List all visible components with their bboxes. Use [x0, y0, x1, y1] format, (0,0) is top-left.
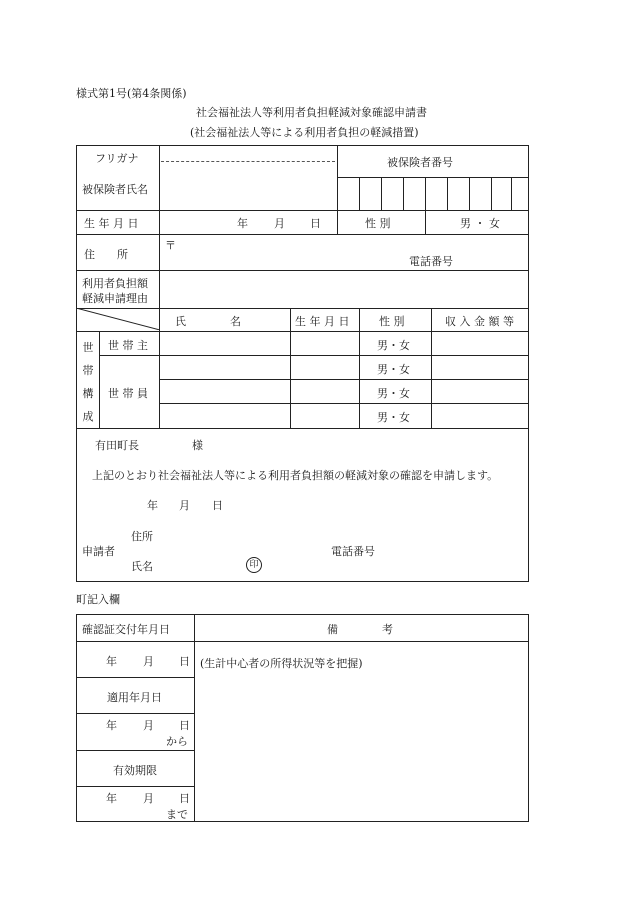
- insured-name-field[interactable]: [161, 163, 335, 207]
- birth-month-unit: 月: [274, 217, 285, 230]
- seal-icon: 印: [246, 557, 262, 573]
- apply-date-label: 適用年月日: [107, 691, 162, 704]
- col-sex-header: 性 別: [379, 315, 405, 328]
- issue-day-unit: 日: [179, 655, 190, 668]
- insured-number-field[interactable]: [339, 179, 527, 208]
- address-label: 住 所: [84, 248, 128, 261]
- birth-day-unit: 日: [310, 217, 321, 230]
- birth-year-unit: 年: [237, 217, 248, 230]
- remarks-note: (生計中心者の所得状況等を把握): [200, 657, 363, 670]
- insured-name-label: 被保険者氏名: [82, 183, 148, 196]
- sex-option-row4[interactable]: 男・女: [377, 411, 410, 424]
- valid-period-label: 有効期限: [113, 764, 157, 777]
- col-name-header: 氏 名: [175, 315, 241, 328]
- household-head-label: 世 帯 主: [108, 339, 148, 352]
- sex-option-row1[interactable]: 男・女: [377, 339, 410, 352]
- apply-month-unit: 月: [143, 719, 154, 732]
- form-subtitle: (社会福祉法人等による利用者負担の軽減措置): [190, 126, 419, 139]
- valid-year-unit: 年: [106, 792, 117, 805]
- applicant-label: 申請者: [82, 545, 115, 558]
- honorific: 様: [192, 439, 203, 452]
- furigana-label: フリガナ: [95, 152, 139, 165]
- issue-month-unit: 月: [143, 655, 154, 668]
- household-side-label: 世 帯 構 成: [82, 341, 94, 423]
- office-section-label: 町記入欄: [76, 593, 120, 606]
- form-title: 社会福祉法人等利用者負担軽減対象確認申請書: [196, 106, 427, 119]
- reason-field[interactable]: [161, 272, 527, 306]
- birthdate-label: 生 年 月 日: [84, 217, 139, 230]
- sex-option-row2[interactable]: 男・女: [377, 363, 410, 376]
- diagonal-slash: [76, 308, 160, 330]
- issue-year-unit: 年: [106, 655, 117, 668]
- declaration-month-unit: 月: [179, 499, 190, 512]
- household-member-label: 世 帯 員: [108, 387, 148, 400]
- valid-day-unit: 日: [179, 792, 190, 805]
- applicant-phone-label: 電話番号: [331, 545, 375, 558]
- phone-label: 電話番号: [409, 255, 453, 268]
- issue-date-label: 確認証交付年月日: [82, 623, 170, 636]
- applicant-address-label: 住所: [131, 530, 153, 543]
- remarks-label: 備 考: [327, 623, 393, 636]
- postal-mark: 〒: [165, 239, 176, 252]
- reason-label-line2: 軽減申請理由: [82, 292, 148, 305]
- reason-label-line1: 利用者負担額: [82, 277, 148, 290]
- apply-year-unit: 年: [106, 719, 117, 732]
- valid-month-unit: 月: [143, 792, 154, 805]
- applicant-name-label: 氏名: [131, 560, 153, 573]
- col-income-header: 収 入 金 額 等: [445, 315, 514, 328]
- col-birth-header: 生 年 月 日: [295, 315, 350, 328]
- insured-number-label: 被保険者番号: [387, 156, 453, 169]
- declaration-day-unit: 日: [212, 499, 223, 512]
- sex-label: 性 別: [365, 217, 391, 230]
- apply-day-unit: 日: [179, 719, 190, 732]
- until-label: まで: [166, 808, 188, 821]
- addressee: 有田町長: [95, 439, 139, 452]
- address-field[interactable]: [180, 237, 520, 267]
- declaration-statement: 上記のとおり社会福祉法人等による利用者負担額の軽減対象の確認を申請します。: [92, 469, 499, 482]
- form-number: 様式第1号(第4条関係): [76, 87, 187, 100]
- sex-options[interactable]: 男 ・ 女: [460, 217, 500, 230]
- sex-option-row3[interactable]: 男・女: [377, 387, 410, 400]
- from-label: から: [166, 735, 188, 748]
- declaration-year-unit: 年: [147, 499, 158, 512]
